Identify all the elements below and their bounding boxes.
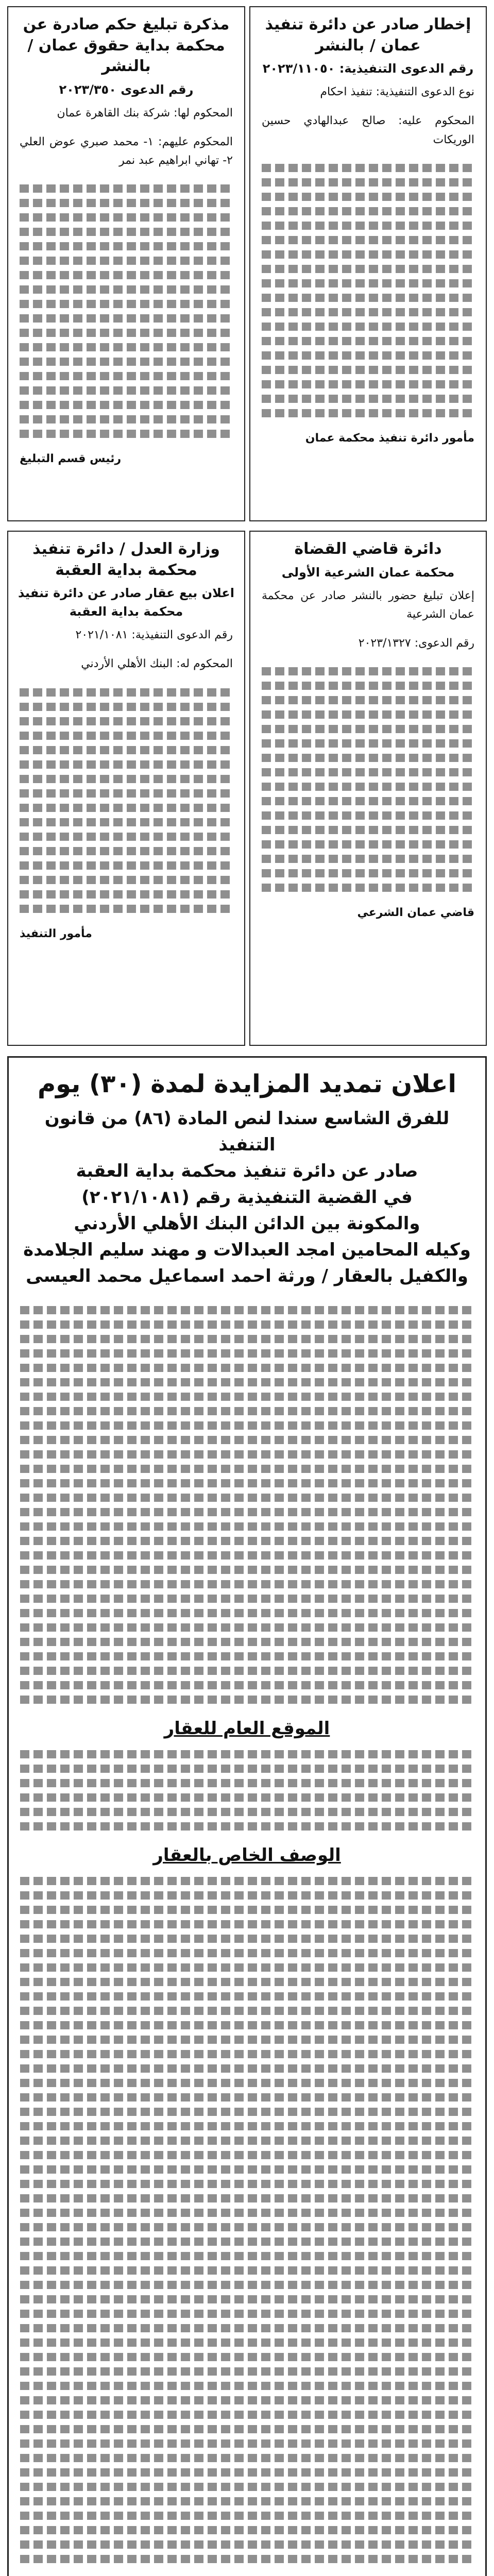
main-auction-notice [7,1056,487,2576]
notice-mid-right [249,531,487,1046]
notice-top-left [7,6,245,521]
notice-top-right [249,6,487,521]
text-lines-placeholder [250,155,486,427]
notice-title: مذكرة تبليغ حكم صادرة عن محكمة بداية حقوق عمان / بالنشر [23,15,230,75]
notice-line: نوع الدعوى التنفيذية: تنفيذ احكام [320,86,474,98]
text-lines-placeholder [8,175,244,447]
notice-line: إعلان تبليغ حضور بالنشر صادر عن محكمة عمان الشرعية [262,589,474,621]
notice-line: المحكوم عليه: صالح عبدالهادي حسين الوريكات [262,114,474,146]
text-lines-placeholder [9,1290,485,1713]
text-lines-placeholder [9,1741,485,1840]
main-subtitle: صادر عن دائرة تنفيذ محكمة بداية العقبة [76,1161,418,1182]
notice-subtitle: محكمة عمان الشرعية الأولى [281,565,455,580]
case-number: رقم الدعوى التنفيذية: ٢٠٢٣/١١٠٥٠ [262,61,474,76]
main-subtitle: وكيله المحامين امجد العبدالات و مهند سليم الجلامدة [23,1240,471,1261]
notice-title: إخطار صادر عن دائرة تنفيذ عمان / بالنشر [265,15,471,55]
main-subtitle: في القضية التنفيذية رقم (٢٠٢١/١٠٨١) [81,1187,413,1208]
case-number: رقم الدعوى ٢٠٢٣/٣٥٠ [59,82,194,97]
notice-mid-left [7,531,245,1046]
section-heading: الوصف الخاص بالعقار [153,1845,341,1866]
notice-title: دائرة قاضي القضاة [294,540,442,558]
main-subtitle: والكفيل بالعقار / ورثة احمد اسماعيل محمد العيسى [26,1266,468,1287]
notice-signature: مأمور دائرة تنفيذ محكمة عمان [305,431,474,445]
notice-line: المحكوم له: البنك الأهلي الأردني [81,657,233,671]
main-title: اعلان تمديد المزايدة لمدة (٣٠) يوم [38,1070,456,1098]
section-heading: الموقع العام للعقار [164,1718,330,1739]
notice-signature: قاضي عمان الشرعي [357,906,474,920]
main-signature [9,2572,485,2576]
notice-subtitle: اعلان بيع عقار صادر عن دائرة تنفيذ محكمة بداية العقبة [18,586,234,619]
notice-signature: رئيس قسم التبليغ [20,452,122,466]
notice-line: رقم الدعوى التنفيذية: ٢٠٢١/١٠٨١ [75,629,233,641]
text-lines-placeholder [8,679,244,922]
notice-line: المحكوم عليهم: ١- محمد صبري عوض العلي ٢- تهاني ابراهيم عبد نمر [20,135,233,167]
notice-title: وزارة العدل / دائرة تنفيذ محكمة بداية العقبة [32,540,220,579]
notice-line: المحكوم لها: شركة بنك القاهرة عمان [57,106,233,120]
text-lines-placeholder [250,658,486,901]
notice-line: رقم الدعوى: ٢٠٢٣/١٣٢٧ [358,637,474,650]
notice-signature: مأمور التنفيذ [20,927,92,940]
text-lines-placeholder [9,1868,485,2572]
main-subtitle: للفرق الشاسع سندا لنص المادة (٨٦) من قانون التنفيذ [44,1108,450,1156]
main-subtitle: والمكونة بين الدائن البنك الأهلي الأردني [74,1213,420,1234]
